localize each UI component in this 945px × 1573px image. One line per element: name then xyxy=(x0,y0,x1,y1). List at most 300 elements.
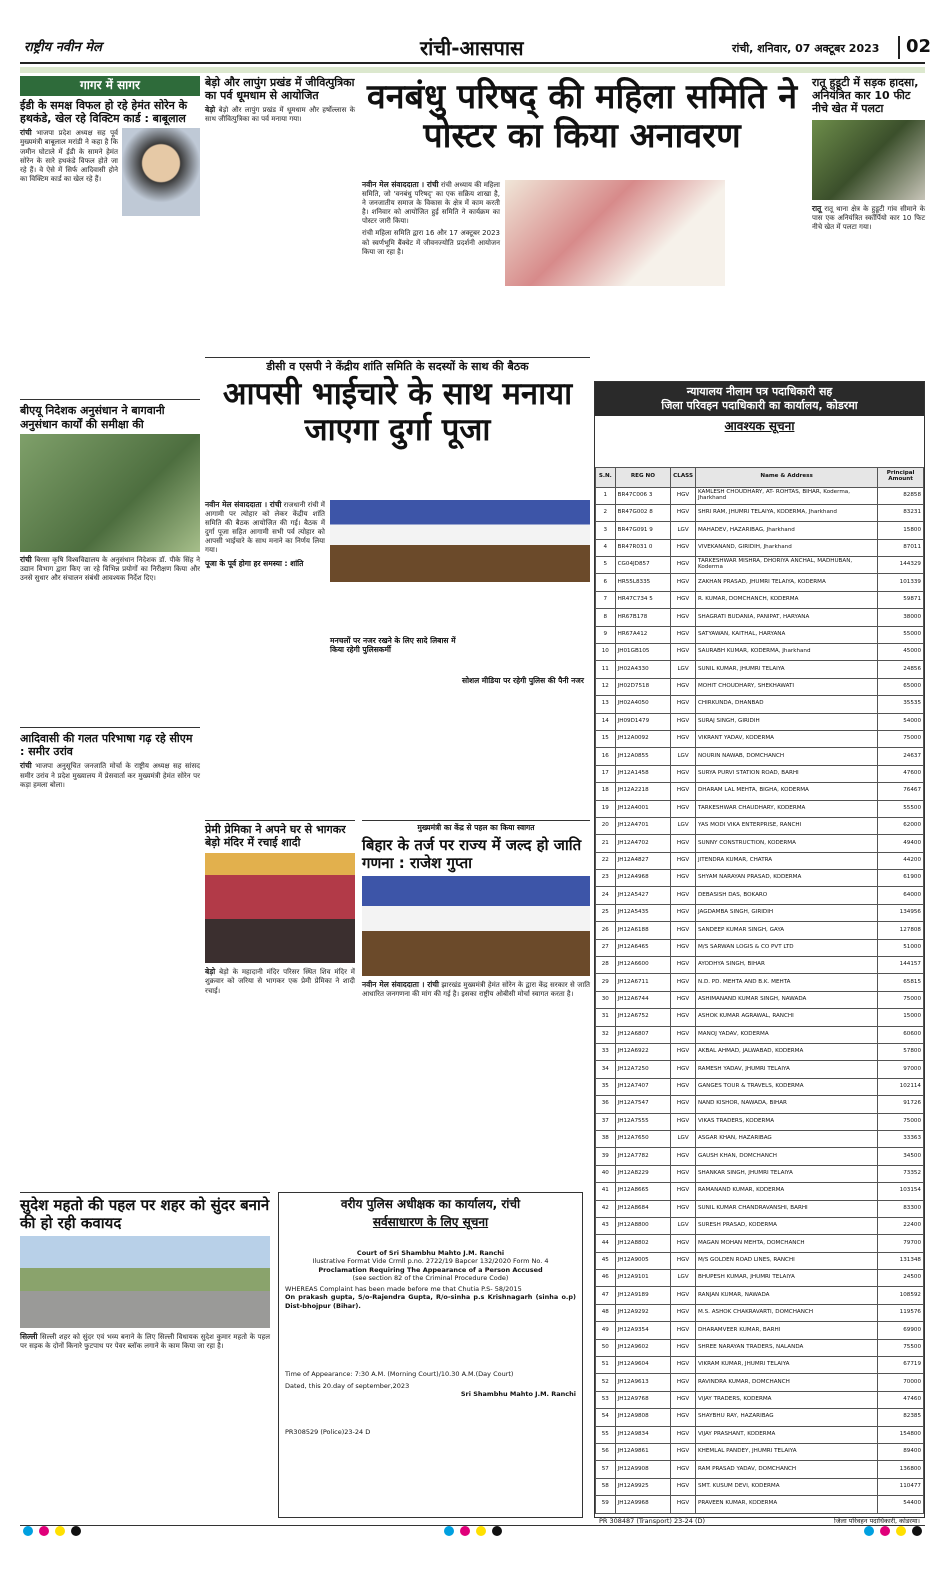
table-cell: 56 xyxy=(596,1443,616,1460)
table-cell: JH12A6807 xyxy=(615,1026,671,1043)
table-cell: M.S. ASHOK CHAKRAVARTI, DOMCHANCH xyxy=(695,1304,877,1321)
registration-mark-right xyxy=(861,1525,925,1540)
table-cell: LGV xyxy=(671,1130,696,1147)
table-cell: N.D. PD. MEHTA AND B.K. MEHTA xyxy=(695,974,877,991)
table-cell: JH01GB105 xyxy=(615,644,671,661)
accident-story xyxy=(812,76,925,362)
table-cell: 101339 xyxy=(878,574,924,591)
table-row xyxy=(596,852,924,869)
table-cell: 37 xyxy=(596,1113,616,1130)
table-cell: BR47G091 9 xyxy=(615,522,671,539)
table-cell: PRAVEEN KUMAR, KODERMA xyxy=(695,1496,877,1513)
notice-body-filler xyxy=(285,1310,576,1370)
table-cell: 23 xyxy=(596,870,616,887)
story-text xyxy=(20,128,118,216)
story-body-filler xyxy=(20,583,200,723)
story-dateline: नवीन मेल संवाददाता । रांची xyxy=(362,180,439,189)
table-cell: 47460 xyxy=(878,1391,924,1408)
notice-office-line1: न्यायालय नीलाम पत्र पदाधिकारी सह xyxy=(686,385,833,398)
table-cell: ZAKHAN PRASAD, JHUMRI TELAIYA, KODERMA xyxy=(695,574,877,591)
table-cell: HGV xyxy=(671,1113,696,1130)
table-cell: HGV xyxy=(671,1078,696,1095)
table-cell: MANOJ YADAV, KODERMA xyxy=(695,1026,877,1043)
table-cell: 10 xyxy=(596,644,616,661)
table-cell: HGV xyxy=(671,1478,696,1495)
table-cell: SHAGRATI BUDANIA, PANIPAT, HARYANA xyxy=(695,609,877,626)
table-cell: HGV xyxy=(671,852,696,869)
table-cell: HR55L8335 xyxy=(615,574,671,591)
table-row xyxy=(596,1200,924,1217)
table-cell: VIKRANT YADAV, KODERMA xyxy=(695,730,877,747)
table-cell: KAMLESH CHOUDHARY, AT- ROHTAS, BIHAR, Koderma, Jharkhand xyxy=(695,487,877,504)
registration-mark-center xyxy=(441,1525,505,1540)
table-row xyxy=(596,1096,924,1113)
table-cell: 70000 xyxy=(878,1374,924,1391)
babulal-photo xyxy=(122,128,200,216)
table-cell: 55 xyxy=(596,1426,616,1443)
story-lead: रातू थाना क्षेत्र के हुडूटी गांव सीमाने के पास एक अनियंत्रित स्कॉर्पियो कार 10 फिट नीचे खेत में पलटा गया। xyxy=(812,204,925,231)
story-dateline: सिल्ली xyxy=(20,1332,38,1341)
table-cell: HGV xyxy=(671,1148,696,1165)
table-cell: DHARAM LAL MEHTA, BIGHA, KODERMA xyxy=(695,783,877,800)
story-body-filler xyxy=(205,996,355,1136)
table-cell: HGV xyxy=(671,591,696,608)
table-row xyxy=(596,1270,924,1287)
table-cell: 44 xyxy=(596,1235,616,1252)
notice-office: वरीय पुलिस अधीक्षक का कार्यालय, रांची xyxy=(340,1197,521,1211)
peace-text-col1 xyxy=(205,500,325,718)
table-cell: JH12A9808 xyxy=(615,1409,671,1426)
table-cell: M/S SARWAN LOGIS & CO PVT LTD xyxy=(695,939,877,956)
story-text xyxy=(20,555,200,583)
story-body-filler xyxy=(20,790,200,1048)
table-cell: HGV xyxy=(671,783,696,800)
table-cell: HR67A412 xyxy=(615,626,671,643)
story-dateline: रांची xyxy=(20,761,32,771)
page-number: 02 xyxy=(898,36,931,59)
table-cell: AYODHYA SINGH, BIHAR xyxy=(695,957,877,974)
table-cell: 13 xyxy=(596,696,616,713)
table-cell: 30 xyxy=(596,991,616,1008)
table-cell: HGV xyxy=(671,609,696,626)
table-cell: HGV xyxy=(671,1183,696,1200)
table-cell: HGV xyxy=(671,644,696,661)
table-cell: 33 xyxy=(596,1044,616,1061)
table-cell: HGV xyxy=(671,1496,696,1513)
table-cell: 11 xyxy=(596,661,616,678)
table-cell: 15 xyxy=(596,730,616,747)
table-row xyxy=(596,1304,924,1321)
table-cell: HGV xyxy=(671,939,696,956)
story-lead: रांची अध्याय की महिला समिति, जो 'वनबंधु परिषद्' का एक सक्रिय शाखा है, ने जनजातीय समाज के विकास के क्षेत्र में काम करती है। शनिवार को आयोजित हुई समिति ने कार्यक्रम का पोस्टर जारी किया। xyxy=(362,181,500,226)
subheading: सोशल मीडिया पर रहेगी पुलिस की पैनी नजर xyxy=(462,676,584,685)
table-cell: 62000 xyxy=(878,817,924,834)
table-row xyxy=(596,1130,924,1147)
table-row xyxy=(596,748,924,765)
table-cell: JH12A9834 xyxy=(615,1426,671,1443)
table-cell: JH12A2218 xyxy=(615,783,671,800)
table-cell: 131348 xyxy=(878,1252,924,1269)
table-cell: HGV xyxy=(671,800,696,817)
table-cell: 45000 xyxy=(878,644,924,661)
auction-notice xyxy=(594,381,925,1525)
table-row xyxy=(596,713,924,730)
table-cell: 82858 xyxy=(878,487,924,504)
notice-office xyxy=(595,382,924,416)
table-cell: HGV xyxy=(671,765,696,782)
table-cell: HGV xyxy=(671,922,696,939)
table-cell: HGV xyxy=(671,1461,696,1478)
table-cell: 38000 xyxy=(878,609,924,626)
table-row xyxy=(596,1409,924,1426)
story-dateline: रांची xyxy=(20,128,32,138)
peace-text-col3 xyxy=(462,586,590,805)
table-cell: 34 xyxy=(596,1061,616,1078)
table-cell: HGV xyxy=(671,1096,696,1113)
table-row xyxy=(596,661,924,678)
table-cell: HGV xyxy=(671,557,696,574)
table-cell: 65000 xyxy=(878,678,924,695)
table-cell: BHUPESH KUMAR, JHUMRI TELAIYA xyxy=(695,1270,877,1287)
table-cell: JH12A9861 xyxy=(615,1443,671,1460)
table-cell: 89400 xyxy=(878,1443,924,1460)
table-cell: 57 xyxy=(596,1461,616,1478)
story-body-filler xyxy=(330,655,458,785)
table-cell: 51 xyxy=(596,1357,616,1374)
table-cell: YAS MODI VIKA ENTERPRISE, RANCHI xyxy=(695,817,877,834)
table-cell: 55000 xyxy=(878,626,924,643)
table-row xyxy=(596,1478,924,1495)
table-cell: 33363 xyxy=(878,1130,924,1147)
table-row xyxy=(596,1235,924,1252)
story-kicker: मुख्यमंत्री का केंद्र से पहल का किया स्वागत xyxy=(417,823,535,832)
table-row xyxy=(596,1044,924,1061)
table-row xyxy=(596,939,924,956)
story-text xyxy=(20,1332,270,1351)
table-cell: 51000 xyxy=(878,939,924,956)
table-cell: JH12A8800 xyxy=(615,1217,671,1234)
table-cell: JH12A4001 xyxy=(615,800,671,817)
accident-photo xyxy=(812,120,925,200)
table-cell: 20 xyxy=(596,817,616,834)
table-row xyxy=(596,1078,924,1095)
poster-unveiling-photo xyxy=(505,180,725,286)
table-cell: 22 xyxy=(596,852,616,869)
table-cell: 59871 xyxy=(878,591,924,608)
table-cell: 14 xyxy=(596,713,616,730)
story-lead: बेड़ो के महादानी मंदिर परिसर स्थित शिव मंदिर में शुक्रवार को जरिया से भागकर एक प्रेमी प्रेमिका ने शादी रचाई। xyxy=(205,968,355,995)
table-cell: JH12A6600 xyxy=(615,957,671,974)
notice-intro-filler xyxy=(595,437,924,467)
table-cell: HGV xyxy=(671,904,696,921)
table-cell: 82385 xyxy=(878,1409,924,1426)
table-cell: HGV xyxy=(671,1322,696,1339)
table-cell: 39 xyxy=(596,1148,616,1165)
table-row xyxy=(596,800,924,817)
table-cell: SATYAWAN, KAITHAL, HARYANA xyxy=(695,626,877,643)
table-cell: HGV xyxy=(671,887,696,904)
table-cell: 136800 xyxy=(878,1461,924,1478)
lead-headline: वनबंधु परिषद् की महिला समिति ने पोस्टर का किया अनावरण xyxy=(366,77,798,157)
table-header-cell: Name & Address xyxy=(695,467,877,487)
table-row xyxy=(596,1183,924,1200)
story-body-filler xyxy=(205,568,325,718)
table-cell: JH12A6188 xyxy=(615,922,671,939)
table-cell: SMT. KUSUM DEVI, KODERMA xyxy=(695,1478,877,1495)
table-row xyxy=(596,1165,924,1182)
table-cell: VIVEKANAND, GIRIDIH, Jharkhand xyxy=(695,539,877,556)
table-row xyxy=(596,887,924,904)
story-text xyxy=(812,204,925,232)
story-text xyxy=(205,105,355,124)
table-cell: JH09D1479 xyxy=(615,713,671,730)
story-dateline: नवीन मेल संवाददाता । रांची xyxy=(205,500,282,509)
story-headline: बीएयू निदेशक अनुसंधान ने बागवानी अनुसंधान कार्यों की समीक्षा की xyxy=(20,404,165,431)
accused-line: On prakash gupta, S/o-Rajendra Gupta, R/o-sinha p.s Krishnagarh (sinha o.p) Dist-bhojpur (Bihar). xyxy=(285,1293,576,1310)
table-cell: GANGES TOUR & TRAVELS, KODERMA xyxy=(695,1078,877,1095)
table-cell: KHEMLAL PANDEY, JHUMRI TELAIYA xyxy=(695,1443,877,1460)
story-body-filler xyxy=(462,586,590,676)
table-cell: BR47G002 8 xyxy=(615,504,671,521)
table-cell: MAHADEV, HAZARIBAG, Jharkhand xyxy=(695,522,877,539)
table-cell: 42 xyxy=(596,1200,616,1217)
table-cell: BR47C006 3 xyxy=(615,487,671,504)
newspaper-logo: राष्ट्रीय नवीन मेल xyxy=(24,40,102,55)
table-cell: HGV xyxy=(671,835,696,852)
table-cell: JH12A0092 xyxy=(615,730,671,747)
table-cell: JAGDAMBA SINGH, GIRIDIH xyxy=(695,904,877,921)
table-row xyxy=(596,539,924,556)
table-cell: HGV xyxy=(671,1304,696,1321)
print-color-bar xyxy=(20,1525,925,1539)
table-cell: HR47C734 5 xyxy=(615,591,671,608)
story-dateline: बेड़ो xyxy=(205,105,216,115)
table-cell: JH12A5427 xyxy=(615,887,671,904)
table-cell: 5 xyxy=(596,557,616,574)
story-lead: राजधानी रांची में आगामी पर त्योहार को लेकर केंद्रीय शांति समिति की बैठक आयोजित की गई। बैठक में दुर्गा पूजा सहित आगामी सभी पर्व त्योहार को आपसी भाईचारे के साथ मनाने का निर्णय लिया गया। xyxy=(205,501,325,555)
table-cell: JH02D7518 xyxy=(615,678,671,695)
table-cell: 44200 xyxy=(878,852,924,869)
table-cell: 16 xyxy=(596,748,616,765)
table-cell: JH12A9604 xyxy=(615,1357,671,1374)
table-row xyxy=(596,1426,924,1443)
table-cell: 83231 xyxy=(878,504,924,521)
table-cell: CG04JD857 xyxy=(615,557,671,574)
table-cell: 83300 xyxy=(878,1200,924,1217)
table-cell: HGV xyxy=(671,1235,696,1252)
notice-heading: आवश्यक सूचना xyxy=(724,418,795,433)
story-body-filler xyxy=(20,219,200,395)
story-lead: भाजपा अनुसूचित जनजाति मोर्चा के राष्ट्रीय अध्यक्ष सह सांसद समीर उरांव ने प्रदेश मुख्यालय में प्रेसवार्ता कर मुख्यमंत्री हेमंत सोरेन पर कड़ा हमला बोला। xyxy=(20,762,200,789)
table-cell: HGV xyxy=(671,1409,696,1426)
table-cell: SUNNY CONSTRUCTION, KODERMA xyxy=(695,835,877,852)
table-cell: 54400 xyxy=(878,1496,924,1513)
crop-field-photo xyxy=(20,434,200,552)
table-row xyxy=(596,904,924,921)
table-cell: VIJAY TRADERS, KODERMA xyxy=(695,1391,877,1408)
table-cell: 46 xyxy=(596,1270,616,1287)
table-cell: 75000 xyxy=(878,730,924,747)
table-cell: 64000 xyxy=(878,887,924,904)
table-cell: 35535 xyxy=(878,696,924,713)
table-cell: SHREE NARAYAN TRADERS, NALANDA xyxy=(695,1339,877,1356)
table-cell: 73352 xyxy=(878,1165,924,1182)
table-cell: HGV xyxy=(671,678,696,695)
table-cell: 87011 xyxy=(878,539,924,556)
table-cell: 45 xyxy=(596,1252,616,1269)
table-cell: JH12A9354 xyxy=(615,1322,671,1339)
table-cell: 97000 xyxy=(878,1061,924,1078)
table-cell: LGV xyxy=(671,522,696,539)
table-cell: SHANKAR SINGH, JHUMRI TELAIYA xyxy=(695,1165,877,1182)
street-photo xyxy=(20,1236,270,1328)
table-header-cell: S.N. xyxy=(596,467,616,487)
story-headline: सुदेश महतो की पहल पर शहर को सुंदर बनाने की हो रही कवायद xyxy=(20,1196,270,1232)
table-cell: HGV xyxy=(671,1061,696,1078)
table-cell: JH12A8684 xyxy=(615,1200,671,1217)
table-cell: 4 xyxy=(596,539,616,556)
table-cell: 32 xyxy=(596,1026,616,1043)
table-row xyxy=(596,557,924,574)
notice-hindi-filler xyxy=(285,1233,576,1249)
table-cell: 134956 xyxy=(878,904,924,921)
table-cell: JH12A9005 xyxy=(615,1252,671,1269)
table-row xyxy=(596,626,924,643)
table-cell: HGV xyxy=(671,1374,696,1391)
table-row xyxy=(596,1391,924,1408)
table-cell: 91726 xyxy=(878,1096,924,1113)
table-row xyxy=(596,574,924,591)
table-cell: 21 xyxy=(596,835,616,852)
table-cell: 9 xyxy=(596,626,616,643)
table-cell: JH12A9101 xyxy=(615,1270,671,1287)
table-cell: HGV xyxy=(671,1165,696,1182)
table-row xyxy=(596,1496,924,1513)
issue-date: रांची, शनिवार, 07 अक्टूबर 2023 xyxy=(732,42,880,55)
peace-text-col2 xyxy=(330,586,458,785)
pr-number: PR 308487 (Transport) 23-24 (D) xyxy=(599,1516,706,1525)
table-cell: VIJAY PRASHANT, KODERMA xyxy=(695,1426,877,1443)
table-cell: 24856 xyxy=(878,661,924,678)
story-body-filler xyxy=(362,1000,590,1130)
masthead xyxy=(20,30,932,64)
table-cell: 53 xyxy=(596,1391,616,1408)
table-cell: JH12A1458 xyxy=(615,765,671,782)
table-cell: VIKAS TRADERS, KODERMA xyxy=(695,1113,877,1130)
table-row xyxy=(596,1061,924,1078)
table-row xyxy=(596,1322,924,1339)
table-cell: SUNIL KUMAR CHANDRAVANSHI, BARHI xyxy=(695,1200,877,1217)
table-cell: 41 xyxy=(596,1183,616,1200)
table-cell: JH12A6711 xyxy=(615,974,671,991)
table-cell: 1 xyxy=(596,487,616,504)
story-headline: आपसी भाईचारे के साथ मनाया जाएगा दुर्गा पूजा xyxy=(222,376,573,448)
table-row xyxy=(596,730,924,747)
table-cell: HGV xyxy=(671,991,696,1008)
table-row xyxy=(596,1357,924,1374)
table-cell: HGV xyxy=(671,713,696,730)
table-row xyxy=(596,974,924,991)
table-cell: JH12A7547 xyxy=(615,1096,671,1113)
table-cell: 52 xyxy=(596,1374,616,1391)
table-cell: 67719 xyxy=(878,1357,924,1374)
table-cell: 47 xyxy=(596,1287,616,1304)
notice-signatory: जिला परिवहन पदाधिकारी, कोडरमा। xyxy=(834,1516,920,1525)
notice-office-line2: जिला परिवहन पदाधिकारी का कार्यालय, कोडरमा xyxy=(661,398,858,412)
subheading: मनचलों पर नजर रखने के लिए सादे लिबास में किया रहेगी पुलिसकर्मी xyxy=(330,636,456,655)
meeting-photo xyxy=(330,500,590,582)
table-cell: 43 xyxy=(596,1217,616,1234)
table-cell: AKBAL AHMAD, JALWABAD, KODERMA xyxy=(695,1044,877,1061)
table-cell: JITENDRA KUMAR, CHATRA xyxy=(695,852,877,869)
table-cell: 76467 xyxy=(878,783,924,800)
table-cell: 34500 xyxy=(878,1148,924,1165)
peace-committee-story xyxy=(205,357,590,448)
table-cell: SAURABH KUMAR, KODERMA, Jharkhand xyxy=(695,644,877,661)
story-dateline: रांची xyxy=(20,554,32,564)
notice-date: Dated, this 20.day of september,2023 xyxy=(285,1381,410,1390)
table-cell: 19 xyxy=(596,800,616,817)
table-cell: JH12A9613 xyxy=(615,1374,671,1391)
left-column xyxy=(20,76,200,1048)
table-cell: RAMANAND KUMAR, KODERMA xyxy=(695,1183,877,1200)
table-row xyxy=(596,991,924,1008)
masthead-strip xyxy=(20,67,925,73)
table-cell: JH12A9968 xyxy=(615,1496,671,1513)
story-body-filler xyxy=(730,180,805,350)
story-headline: आदिवासी की गलत परिभाषा गढ़ रहे सीएम : समीर उरांव xyxy=(20,732,193,759)
table-row xyxy=(596,835,924,852)
table-cell: JH12A4827 xyxy=(615,852,671,869)
table-cell: HGV xyxy=(671,1426,696,1443)
table-cell: 35 xyxy=(596,1078,616,1095)
table-cell: 54 xyxy=(596,1409,616,1426)
table-cell: JH12A4702 xyxy=(615,835,671,852)
table-cell: JH12A9768 xyxy=(615,1391,671,1408)
table-row xyxy=(596,644,924,661)
table-cell: 58 xyxy=(596,1478,616,1495)
table-cell: SHRI RAM, JHUMRI TELAIYA, KODERMA, Jharkhand xyxy=(695,504,877,521)
table-cell: JH12A4701 xyxy=(615,817,671,834)
table-cell: HGV xyxy=(671,1287,696,1304)
notice-footer-filler xyxy=(285,1398,576,1428)
subheading: पूजा के पूर्व होगा हर समस्या : शांति xyxy=(205,558,304,568)
table-cell: HGV xyxy=(671,626,696,643)
table-row xyxy=(596,1252,924,1269)
story-headline: रातू हुडूटी में सड़क हादसा, अनियंत्रित कार 10 फीट नीचे खेत में पलटा xyxy=(812,76,919,116)
story-headline: प्रेमी प्रेमिका ने अपने घर से भागकर बेड़ो मंदिर में रचाई शादी xyxy=(205,823,346,850)
story-body-filler xyxy=(20,1351,270,1471)
table-cell: 26 xyxy=(596,922,616,939)
table-cell: 59 xyxy=(596,1496,616,1513)
table-cell: BR47R031 0 xyxy=(615,539,671,556)
table-cell: JH12A9908 xyxy=(615,1461,671,1478)
table-row xyxy=(596,522,924,539)
table-row xyxy=(596,1287,924,1304)
table-cell: HGV xyxy=(671,730,696,747)
table-cell: 15800 xyxy=(878,522,924,539)
table-cell: 127808 xyxy=(878,922,924,939)
table-cell: 49400 xyxy=(878,835,924,852)
table-cell: HGV xyxy=(671,1357,696,1374)
proclamation-title: Proclamation Requiring The Appearance of a Person Accused xyxy=(318,1265,543,1274)
table-cell: 60600 xyxy=(878,1026,924,1043)
table-cell: RAMESH YADAV, JHUMRI TELAIYA xyxy=(695,1061,877,1078)
table-cell: JH02A4050 xyxy=(615,696,671,713)
table-row xyxy=(596,1113,924,1130)
table-cell: 2 xyxy=(596,504,616,521)
silli-story xyxy=(20,1192,270,1471)
